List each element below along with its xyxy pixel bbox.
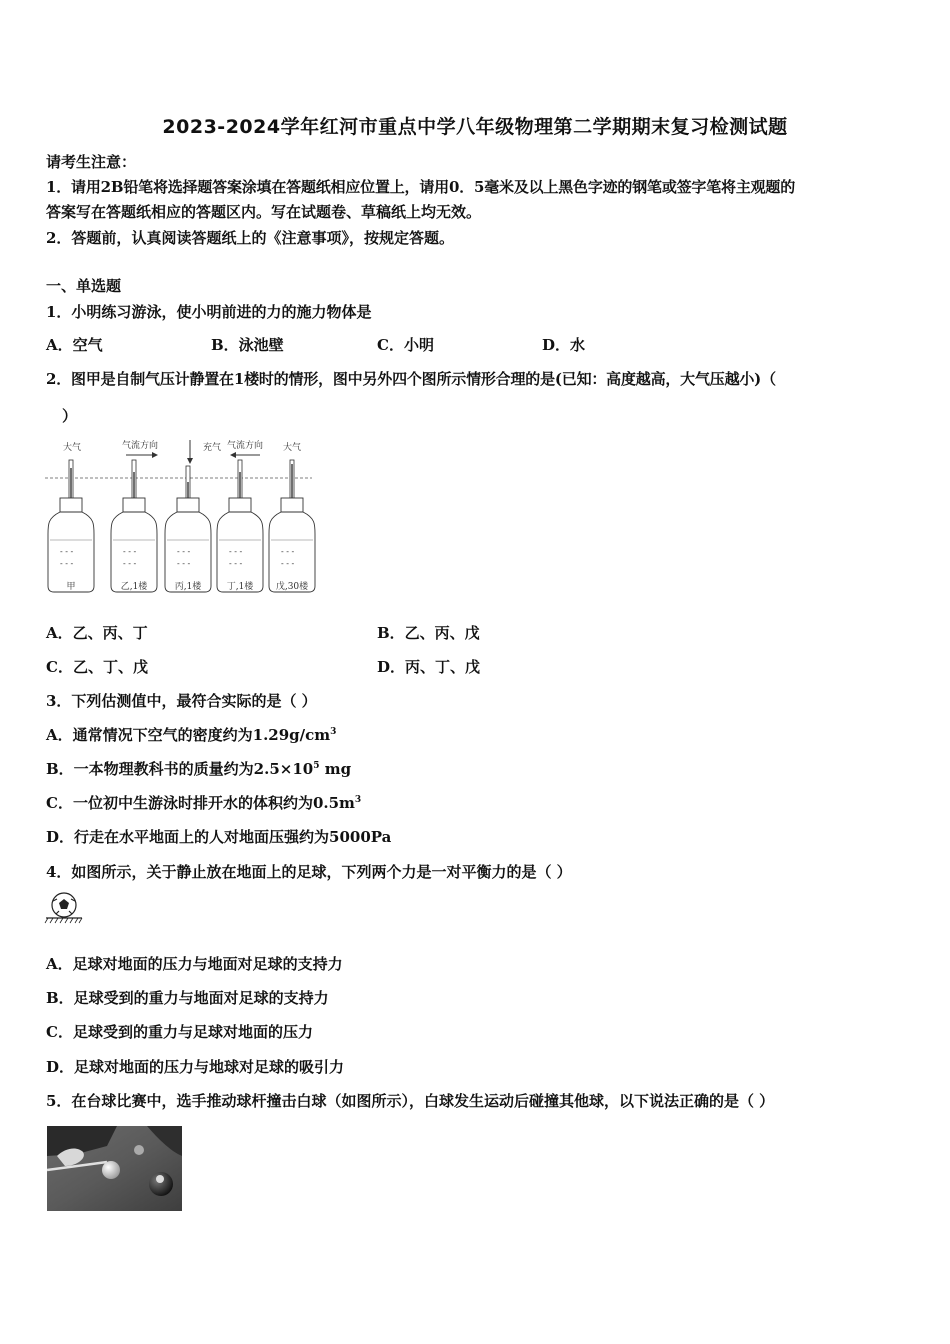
football-figure: [44, 890, 84, 926]
inflate-arrowhead: [187, 458, 193, 464]
figure-bottom-label: 丁,1楼: [226, 582, 254, 592]
question-3-option-a: [46, 725, 336, 745]
svg-text:- - -: - - -: [229, 547, 243, 556]
figure-bottom-label: 甲: [66, 582, 76, 592]
question-1-option-a: A．空气: [46, 336, 103, 354]
figure-top-label: 大气: [62, 443, 82, 453]
question-4-option-b: B．足球受到的重力与地面对足球的支持力: [46, 989, 329, 1007]
figure-top-label: 气流方向: [121, 441, 159, 451]
page-title: 2023-2024学年红河市重点中学八年级物理第二学期期末复习检测试题: [162, 116, 788, 138]
option-b-text: B．一本物理教科书的质量约为2.5×10: [46, 760, 314, 778]
question-2-stem-line-1: 2．图甲是自制气压计静置在1楼时的情形，图中另外四个图所示情形合理的是(已知：高度越高，大气压越小)（: [46, 370, 776, 388]
svg-text:- - -: - - -: [229, 559, 243, 568]
question-2-option-d: D．丙、丁、戊: [377, 658, 481, 676]
bottle-ding: [217, 460, 263, 592]
airflow-left-arrowhead: [230, 452, 236, 458]
svg-text:- - -: - - -: [281, 559, 295, 568]
question-5-stem: 5．在台球比赛中，选手推动球杆撞击白球（如图所示），白球发生运动后碰撞其他球，以下说法正确的是（ ）: [46, 1092, 775, 1110]
svg-text:- - -: - - -: [123, 547, 137, 556]
svg-text:- - -: - - -: [60, 547, 74, 556]
section-heading: 一、单选题: [46, 277, 122, 295]
question-4-option-c: C．足球受到的重力与足球对地面的压力: [46, 1023, 313, 1041]
svg-text:- - -: - - -: [177, 547, 191, 556]
svg-text:- - -: - - -: [60, 559, 74, 568]
notice-heading: 请考生注意：: [46, 153, 137, 171]
airflow-right-arrowhead: [152, 452, 158, 458]
option-c-superscript: 3: [354, 795, 362, 805]
figure-top-label: 气流方向: [226, 441, 264, 451]
notice-item-1-line-1: 1．请用2B铅笔将选择题答案涂填在答题纸相应位置上，请用0．5毫米及以上黑色字迹的钢笔或签字笔将主观题的: [46, 178, 796, 196]
question-1-stem: 1．小明练习游泳，使小明前进的力的施力物体是: [46, 303, 372, 321]
bottle-wu: [269, 460, 315, 592]
svg-text:- - -: - - -: [281, 547, 295, 556]
white-ball: [102, 1161, 120, 1179]
option-a-superscript: 3: [330, 727, 337, 737]
question-4-stem: 4．如图所示，关于静止放在地面上的足球，下列两个力是一对平衡力的是（ ）: [46, 863, 572, 881]
figure-bottom-label: 丙,1楼: [174, 582, 202, 592]
bottle-bing: [165, 466, 211, 592]
notice-item-2: 2．答题前，认真阅读答题纸上的《注意事项》，按规定答题。: [46, 229, 454, 247]
figure-bottom-label: 戊,30楼: [275, 582, 309, 592]
question-3-stem: 3．下列估测值中，最符合实际的是（ ）: [46, 692, 317, 710]
question-3-option-c: [46, 793, 361, 813]
question-1-option-b: B．泳池壁: [211, 336, 284, 354]
question-2-stem-line-2: ）: [62, 407, 78, 425]
question-2-option-c: C．乙、丁、戊: [46, 658, 148, 676]
svg-text:- - -: - - -: [123, 559, 137, 568]
bottle-yi: [111, 460, 157, 592]
notice-item-1-line-2: 答案写在答题纸相应的答题区内。写在试题卷、草稿纸上均无效。: [46, 203, 482, 221]
question-2-option-a: A．乙、丙、丁: [46, 624, 148, 642]
option-b-unit: mg: [319, 760, 352, 778]
barometer-figure: [40, 436, 320, 596]
question-3-option-b: [46, 759, 351, 779]
question-2-option-b: B．乙、丙、戊: [377, 624, 480, 642]
figure-top-label: 充气: [203, 443, 222, 453]
option-c-text: C．一位初中生游泳时排开水的体积约为0.5m: [46, 794, 355, 812]
billiards-photo: [47, 1126, 182, 1211]
figure-top-label: 大气: [282, 443, 302, 453]
question-4-option-a: A．足球对地面的压力与地面对足球的支持力: [46, 955, 343, 973]
option-a-text: A．通常情况下空气的密度约为1.29g/cm: [46, 726, 331, 744]
svg-text:- - -: - - -: [177, 559, 191, 568]
bottle-jia: [48, 460, 94, 592]
question-4-option-d: D．足球对地面的压力与地球对足球的吸引力: [46, 1058, 345, 1076]
question-1-option-c: C．小明: [377, 336, 434, 354]
question-3-option-d: D．行走在水平地面上的人对地面压强约为5000Pa: [46, 828, 392, 846]
option-b-superscript: 5: [313, 761, 320, 771]
figure-bottom-label: 乙,1楼: [120, 582, 148, 592]
question-1-option-d: D．水: [542, 336, 586, 354]
